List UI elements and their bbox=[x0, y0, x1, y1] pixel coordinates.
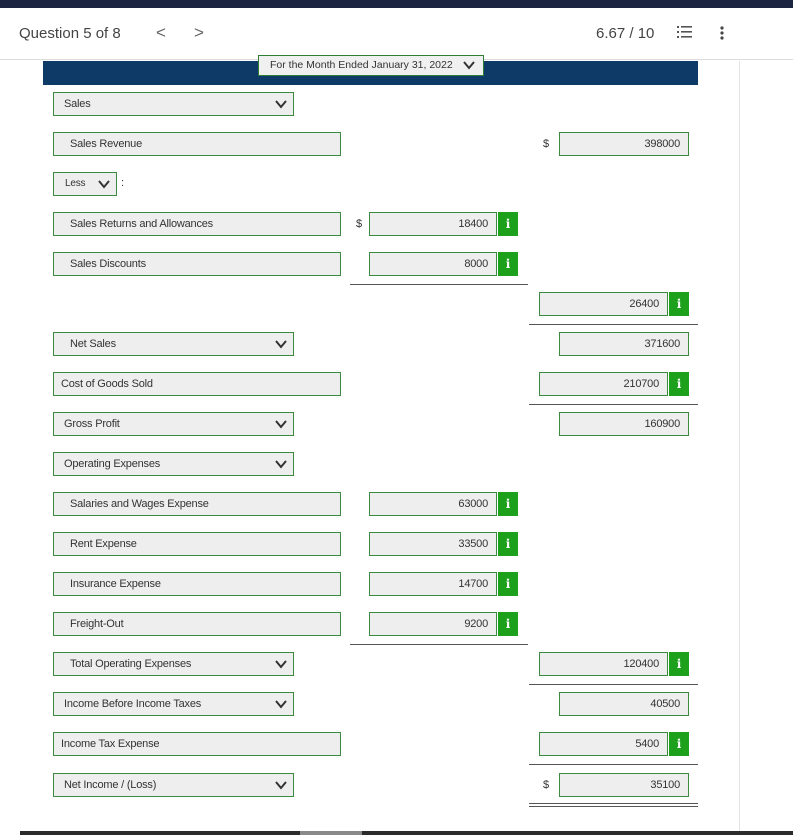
net-income-select[interactable] bbox=[53, 773, 294, 797]
rent-amount[interactable]: 33500 bbox=[369, 532, 497, 556]
statement-period-select[interactable] bbox=[258, 55, 484, 76]
sales-discounts-label-field[interactable]: Sales Discounts bbox=[53, 252, 341, 276]
dollar-sign: $ bbox=[543, 138, 550, 150]
sales-discounts-amount[interactable]: 8000 bbox=[369, 252, 497, 276]
cogs-label-field[interactable]: Cost of Goods Sold bbox=[53, 372, 341, 396]
info-icon[interactable]: i bbox=[498, 612, 518, 636]
cogs-amount[interactable]: 210700 bbox=[539, 372, 668, 396]
sales-returns-amount[interactable]: 18400 bbox=[369, 212, 497, 236]
insurance-label-field[interactable]: Insurance Expense bbox=[53, 572, 341, 596]
scrollbar-thumb[interactable] bbox=[300, 831, 362, 835]
total-operating-expenses-select[interactable] bbox=[53, 652, 294, 676]
dollar-sign: $ bbox=[356, 218, 363, 230]
info-icon[interactable]: i bbox=[498, 252, 518, 276]
gross-profit-amount[interactable]: 160900 bbox=[559, 412, 689, 436]
info-icon[interactable]: i bbox=[669, 372, 689, 396]
info-icon[interactable]: i bbox=[498, 212, 518, 236]
rent-label-field[interactable]: Rent Expense bbox=[53, 532, 341, 556]
underline-rule bbox=[529, 764, 698, 765]
net-sales-amount[interactable]: 371600 bbox=[559, 332, 689, 356]
info-icon[interactable]: i bbox=[669, 732, 689, 756]
income-tax-label-field[interactable]: Income Tax Expense bbox=[53, 732, 341, 756]
horizontal-scrollbar[interactable] bbox=[20, 831, 793, 835]
salaries-label-field[interactable]: Salaries and Wages Expense bbox=[53, 492, 341, 516]
double-underline-rule bbox=[529, 803, 698, 807]
chevron-down-icon bbox=[275, 659, 287, 669]
sales-returns-label-field[interactable]: Sales Returns and Allowances bbox=[53, 212, 341, 236]
chevron-down-icon bbox=[275, 339, 287, 349]
previous-question-button[interactable]: < bbox=[156, 23, 166, 42]
less-value: Less bbox=[65, 178, 86, 189]
total-operating-expenses-value: Total Operating Expenses bbox=[70, 658, 192, 670]
net-sales-value: Net Sales bbox=[70, 338, 116, 350]
underline-rule bbox=[529, 404, 698, 405]
insurance-amount[interactable]: 14700 bbox=[369, 572, 497, 596]
freight-label-field[interactable]: Freight-Out bbox=[53, 612, 341, 636]
total-operating-expenses-amount[interactable]: 120400 bbox=[539, 652, 668, 676]
colon-separator: : bbox=[121, 177, 125, 189]
sales-revenue-amount[interactable]: 398000 bbox=[559, 132, 689, 156]
net-income-value: Net Income / (Loss) bbox=[64, 779, 157, 791]
score-display: 6.67 / 10 bbox=[596, 25, 655, 42]
operating-expenses-value: Operating Expenses bbox=[64, 458, 161, 470]
gross-profit-select[interactable] bbox=[53, 412, 294, 436]
info-icon[interactable]: i bbox=[498, 492, 518, 516]
net-income-amount[interactable]: 35100 bbox=[559, 773, 689, 797]
chevron-down-icon bbox=[98, 179, 110, 189]
salaries-amount[interactable]: 63000 bbox=[369, 492, 497, 516]
income-tax-amount[interactable]: 5400 bbox=[539, 732, 668, 756]
underline-rule bbox=[350, 644, 528, 645]
sales-heading-value: Sales bbox=[64, 98, 91, 110]
freight-amount[interactable]: 9200 bbox=[369, 612, 497, 636]
operating-expenses-select[interactable] bbox=[53, 452, 294, 476]
income-statement-panel bbox=[0, 61, 740, 831]
chevron-down-icon bbox=[275, 459, 287, 469]
income-before-taxes-amount[interactable]: 40500 bbox=[559, 692, 689, 716]
underline-rule bbox=[529, 684, 698, 685]
sales-heading-select[interactable] bbox=[53, 92, 294, 116]
top-strip bbox=[0, 0, 793, 8]
question-header bbox=[0, 8, 793, 60]
chevron-down-icon bbox=[275, 419, 287, 429]
net-sales-select[interactable] bbox=[53, 332, 294, 356]
gross-profit-value: Gross Profit bbox=[64, 418, 120, 430]
info-icon[interactable]: i bbox=[669, 292, 689, 316]
chevron-down-icon bbox=[275, 780, 287, 790]
income-before-taxes-select[interactable] bbox=[53, 692, 294, 716]
info-icon[interactable]: i bbox=[498, 532, 518, 556]
next-question-button[interactable]: > bbox=[194, 23, 204, 42]
income-before-taxes-value: Income Before Income Taxes bbox=[64, 698, 202, 710]
question-counter: Question 5 of 8 bbox=[19, 25, 121, 42]
chevron-down-icon bbox=[463, 60, 475, 70]
underline-rule bbox=[350, 284, 528, 285]
question-list-icon[interactable] bbox=[677, 25, 692, 40]
dollar-sign: $ bbox=[543, 779, 550, 791]
statement-period-value: For the Month Ended January 31, 2022 bbox=[270, 59, 453, 71]
total-deductions-amount[interactable]: 26400 bbox=[539, 292, 668, 316]
less-select[interactable] bbox=[53, 172, 117, 196]
chevron-down-icon bbox=[275, 99, 287, 109]
underline-rule bbox=[529, 324, 698, 325]
info-icon[interactable]: i bbox=[669, 652, 689, 676]
more-options-icon[interactable] bbox=[720, 26, 724, 40]
info-icon[interactable]: i bbox=[498, 572, 518, 596]
sales-revenue-label-field[interactable]: Sales Revenue bbox=[53, 132, 341, 156]
chevron-down-icon bbox=[275, 699, 287, 709]
